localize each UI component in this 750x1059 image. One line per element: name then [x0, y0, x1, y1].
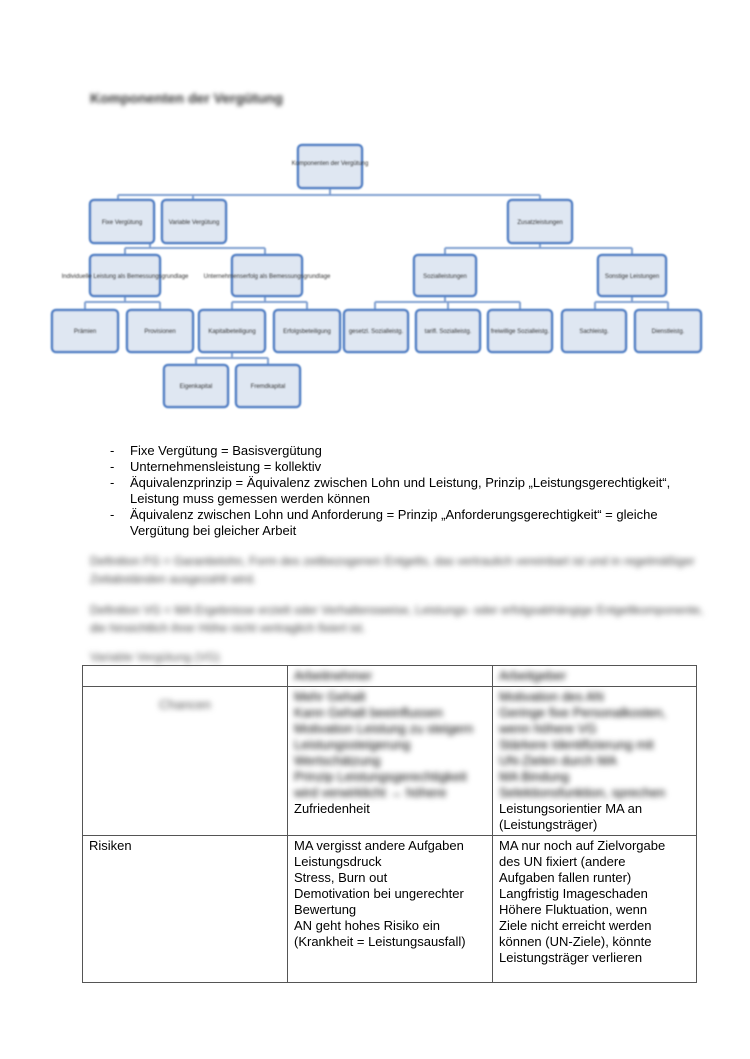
bullet-item: - Fixe Vergütung = Basisvergütung	[108, 443, 708, 459]
cell-line: MA vergisst andere Aufgaben	[294, 838, 464, 853]
node-label: tarifl. Sozialleistg.	[424, 329, 472, 335]
node-label: Sonstige Leistungen	[604, 274, 660, 280]
node-label: Fixe Vergütung	[101, 220, 143, 226]
cell-line: Motivation des AN	[499, 689, 604, 704]
node-label: Erfolgsbeteiligung	[283, 329, 331, 335]
node-label: Provisionen	[144, 329, 176, 335]
arbeitnehmer-chancen-cell	[288, 687, 493, 836]
cell-line: Zufriedenheit	[294, 801, 370, 816]
table-row	[83, 836, 697, 983]
cell-line: MA nur noch auf Zielvorgabe	[499, 838, 666, 853]
table-header: Arbeitgeber	[493, 666, 697, 687]
arbeitgeber-chancen-cell	[493, 687, 697, 836]
cell-line: Selektionsfunktion, sprechen	[499, 785, 666, 800]
table-header	[83, 666, 288, 687]
cell-line: Geringe fixe Personalkosten,	[499, 705, 666, 720]
cell-line: können (UN-Ziele), könnte	[499, 934, 652, 949]
cell-line: Mehr Gehalt	[294, 689, 366, 704]
cell-line: Ziele nicht erreicht werden	[499, 918, 652, 933]
row-label: Chancen	[158, 697, 212, 712]
cell-line: Aufgaben fallen runter)	[499, 870, 632, 885]
node-label: Kapitalbeteiligung	[208, 329, 256, 335]
node-label: Variable Vergütung	[168, 220, 220, 226]
cell-line: Höhere Fluktuation, wenn	[499, 902, 648, 917]
node-label: Unternehmenserfolg als Bemessungsgrundlage	[203, 274, 331, 280]
cell-line: Demotivation bei ungerechter	[294, 886, 464, 901]
node-label: Sozialleistungen	[423, 274, 467, 280]
cell-line: des UN fixiert (andere	[499, 854, 626, 869]
cell-line: AN geht hohes Risiko ein	[294, 918, 440, 933]
bullet-item: - Äquivalenz zwischen Lohn und Anforderung = Prinzip „Anforderungsgerechtigkeit“ = gleiche Vergütung bei gleicher Arbeit	[108, 507, 708, 522]
cell-line: MA Bindung	[499, 769, 570, 784]
definition-vg: Definition VG = MA Ergebnisse erzielt oder Verhaltensweise, Leistungs- oder erfolgsabhängige Entgeltkomponente, die hinsichtlich ihrer Höhe nicht vertraglich fixiert ist.	[90, 603, 704, 635]
cell-line: Bewertung	[294, 902, 357, 917]
cell-line: (Leistungsträger)	[499, 817, 598, 832]
node-label: Individuelle Leistung als Bemessungsgrundlage	[61, 274, 189, 280]
cell-line: (Krankheit = Leistungsausfall)	[294, 934, 466, 949]
bullet-list	[108, 443, 708, 538]
bullet-item: - Unternehmensleistung = kollektiv	[108, 459, 708, 475]
cell-line: Stress, Burn out	[294, 870, 388, 885]
cell-line: Prinzip Leistungsgerechtigkeit	[294, 769, 467, 784]
node-label: Zusatzleistungen	[517, 220, 563, 226]
cell-line: Leistungssteigerung	[294, 737, 411, 752]
cell-line: Wertschätzung	[294, 753, 381, 768]
table-header-row	[83, 666, 697, 687]
node-label: Eigenkapital	[179, 384, 213, 390]
verguetung-table	[82, 665, 697, 983]
cell-line: Langfristig Imageschaden	[499, 886, 648, 901]
cell-line: wenn höhere VG	[499, 721, 597, 736]
node-label: Prämien	[73, 329, 97, 335]
cell-line: Motivation Leistung zu steigern	[294, 721, 474, 736]
page-title: Komponenten der Vergütung	[90, 90, 283, 106]
cell-line: Stärkere Identifizierung mit	[499, 737, 654, 752]
cell-line: Leistungsträger verlieren	[499, 950, 643, 965]
node-label: gesetzl. Sozialleistg.	[348, 329, 404, 335]
cell-line: Kann Gehalt beeinflussen	[294, 705, 443, 720]
row-label: Risiken	[83, 836, 288, 983]
table-header: Arbeitnehmer	[288, 666, 493, 687]
arbeitgeber-risiken-cell	[493, 836, 697, 983]
node-label: Sachleistg.	[579, 329, 609, 335]
cell-line: Leistungsorientier MA an	[499, 801, 643, 816]
org-chart	[0, 0, 750, 420]
cell-line: Leistungsdruck	[294, 854, 382, 869]
table-caption: Variable Vergütung (VG)	[90, 650, 220, 664]
table-row	[83, 687, 697, 836]
definition-fg: Definition FG = Garantielohn, Form des zeitbezogenen Entgelts, das vertraulich vereinbart ist und in regelmäßiger Zeitabständen ausgezahlt wird.	[90, 554, 695, 586]
node-label: freiwillige Sozialleistg.	[490, 329, 550, 335]
cell-line: UN-Zielen durch MA	[499, 753, 617, 768]
node-label: Dienstleistg.	[651, 329, 685, 335]
node-root-label: Komponenten der Vergütung	[291, 161, 369, 167]
bullet-item: - Äquivalenzprinzip = Äquivalenz zwischen Lohn und Leistung, Prinzip „Leistungsgerechtigkeit“, Leistung muss gemessen werden können	[108, 475, 708, 507]
arbeitnehmer-risiken-cell	[288, 836, 493, 983]
row-label-cell	[83, 687, 288, 836]
cell-line: wird verwirklicht → höhere	[294, 785, 447, 800]
node-label: Fremdkapital	[250, 384, 286, 390]
